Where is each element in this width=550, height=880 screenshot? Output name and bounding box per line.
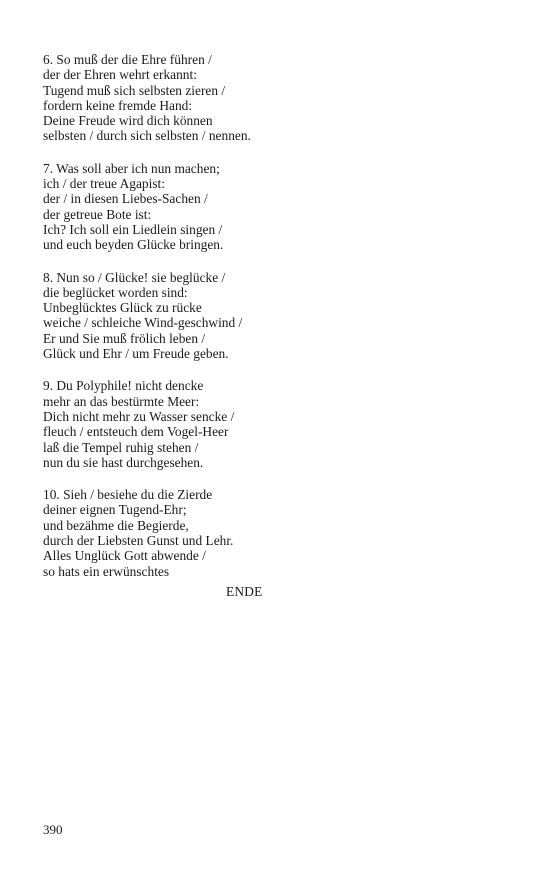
verse-line: und euch beyden Glücke bringen. <box>43 237 224 253</box>
verse-line: Ich? Ich soll ein Liedlein singen / <box>43 221 223 237</box>
verse-line: 10. Sieh / besiehe du die Zierde <box>43 487 213 503</box>
verse-line: Glück und Ehr / um Freude geben. <box>43 346 229 362</box>
verse-line: mehr an das bestürmte Meer: <box>43 393 200 409</box>
verse-line: fleuch / entsteuch dem Vogel-Heer <box>43 424 229 440</box>
verse-line: Er und Sie muß frölich leben / <box>43 330 206 346</box>
verse-line: nun du sie hast durchgesehen. <box>43 454 204 470</box>
verse-line: laß die Tempel ruhig stehen / <box>43 439 199 455</box>
verse-line: durch der Liebsten Gunst und Lehr. <box>43 533 234 549</box>
ende-marker: ENDE <box>226 584 263 599</box>
verse-line: 8. Nun so / Glücke! sie beglücke / <box>43 269 226 285</box>
verse-line: der / in diesen Liebes-Sachen / <box>43 191 208 207</box>
stanza-8 <box>43 270 503 362</box>
page-number: 390 <box>43 822 63 837</box>
stanza-9 <box>43 378 503 470</box>
verse-line: selbsten / durch sich selbsten / nennen. <box>43 128 251 144</box>
poem-body <box>43 52 503 596</box>
verse-line: und bezähme die Begierde, <box>43 517 189 533</box>
verse-line: Unbeglücktes Glück zu rücke <box>43 300 202 316</box>
verse-line: so hats ein erwünschtes <box>43 563 170 579</box>
verse-line: ich / der treue Agapist: <box>43 176 165 192</box>
stanza-6 <box>43 52 503 144</box>
verse-line: der der Ehren wehrt erkannt: <box>43 67 197 83</box>
verse-line: Deine Freude wird dich können <box>43 113 213 129</box>
verse-line: deiner eignen Tugend-Ehr; <box>43 502 187 518</box>
verse-line: 9. Du Polyphile! nicht dencke <box>43 378 204 394</box>
verse-line: Dich nicht mehr zu Wasser sencke / <box>43 408 235 424</box>
verse-line: Tugend muß sich selbsten zieren / <box>43 82 226 98</box>
verse-line: die beglücket worden sind: <box>43 284 188 300</box>
verse-line: 6. So muß der die Ehre führen / <box>43 52 212 67</box>
verse-line: der getreue Bote ist: <box>43 206 152 222</box>
verse-line: fordern keine fremde Hand: <box>43 97 193 113</box>
verse-line: Alles Unglück Gott abwende / <box>43 548 206 564</box>
verse-line: 7. Was soll aber ich nun machen; <box>43 160 220 176</box>
stanza-7 <box>43 161 503 253</box>
stanza-10 <box>43 487 503 579</box>
verse-line: weiche / schleiche Wind-geschwind / <box>43 315 243 331</box>
